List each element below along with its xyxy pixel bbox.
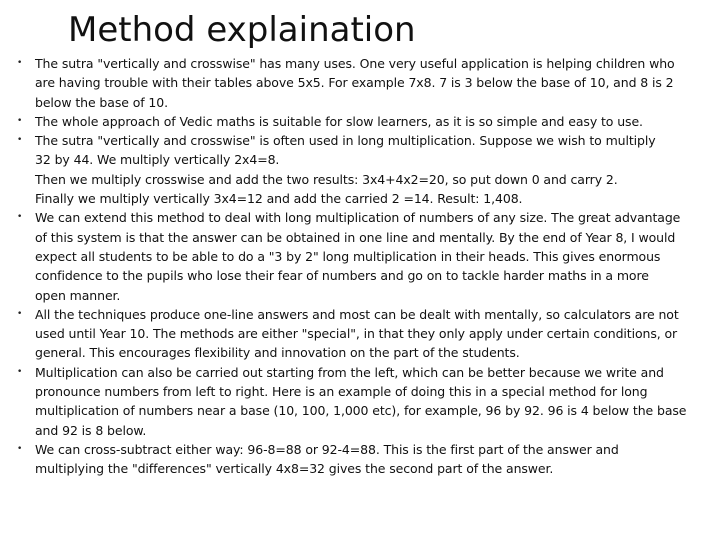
- bullet-text-line: are having trouble with their tables above 5x5. For example 7x8. 7 is 3 below the base of 10, and 8 is 2: [35, 75, 674, 91]
- bullet-marker: •: [17, 135, 23, 146]
- bullet-marker: •: [17, 366, 23, 377]
- bullet-text-line: expect all students to be able to do a "3 by 2" long multiplication in their heads. This gives enormous: [35, 248, 661, 264]
- bullet-item: [0, 440, 720, 479]
- bullet-item: [0, 305, 720, 363]
- bullet-text-line: All the techniques produce one-line answers and most can be dealt with mentally, so calculators are not: [35, 306, 679, 322]
- bullet-item: [0, 208, 720, 304]
- bullet-text-line: We can extend this method to deal with long multiplication of numbers of any size. The great advantage: [35, 210, 681, 226]
- bullet-list: [0, 54, 720, 479]
- bullet-text-line: open manner.: [35, 287, 121, 303]
- bullet-text-line: Then we multiply crosswise and add the two results: 3x4+4x2=20, so put down 0 and carry 2.: [35, 171, 618, 187]
- bullet-text-line: Finally we multiply vertically 3x4=12 and add the carried 2 =14. Result: 1,408.: [35, 191, 523, 207]
- bullet-text-line: multiplying the "differences" vertically 4x8=32 gives the second part of the answer.: [35, 461, 554, 477]
- bullet-text-line: The sutra "vertically and crosswise" is often used in long multiplication. Suppose we wish to multiply: [35, 133, 656, 149]
- bullet-marker: •: [17, 212, 23, 223]
- bullet-marker: •: [17, 308, 23, 319]
- bullet-text-line: of this system is that the answer can be obtained in one line and mentally. By the end of Year 8, I would: [35, 229, 676, 245]
- bullet-text-line: The whole approach of Vedic maths is suitable for slow learners, as it is so simple and easy to use.: [35, 113, 643, 129]
- bullet-text-line: 32 by 44. We multiply vertically 2x4=8.: [35, 152, 280, 168]
- slide-title: Method explaination: [68, 10, 416, 50]
- bullet-marker: •: [17, 443, 23, 454]
- bullet-text-line: and 92 is 8 below.: [35, 422, 147, 438]
- bullet-text-line: pronounce numbers from left to right. Here is an example of doing this in a special method for long: [35, 384, 648, 400]
- bullet-marker: •: [17, 58, 23, 68]
- bullet-item: [0, 363, 720, 440]
- bullet-text-line: multiplication of numbers near a base (10, 100, 1,000 etc), for example, 96 by 92. 96 is 4 below the base: [35, 403, 687, 419]
- bullet-text-line: below the base of 10.: [35, 94, 169, 110]
- bullet-text-line: We can cross-subtract either way: 96-8=88 or 92-4=88. This is the first part of the answer and: [35, 441, 619, 457]
- bullet-item: [0, 54, 720, 112]
- bullet-text-line: The sutra "vertically and crosswise" has many uses. One very useful application is helping children who: [35, 56, 675, 71]
- bullet-text-line: used until Year 10. The methods are either "special", in that they only apply under certain conditions, or: [35, 326, 678, 342]
- bullet-text-line: general. This encourages flexibility and innovation on the part of the students.: [35, 345, 520, 361]
- bullet-marker: •: [17, 115, 23, 126]
- bullet-text-line: confidence to the pupils who lose their fear of numbers and go on to tackle harder maths in a more: [35, 268, 649, 284]
- bullet-text-line: Multiplication can also be carried out starting from the left, which can be better because we write and: [35, 364, 664, 380]
- bullet-item: [0, 131, 720, 208]
- bullet-item: [0, 112, 720, 131]
